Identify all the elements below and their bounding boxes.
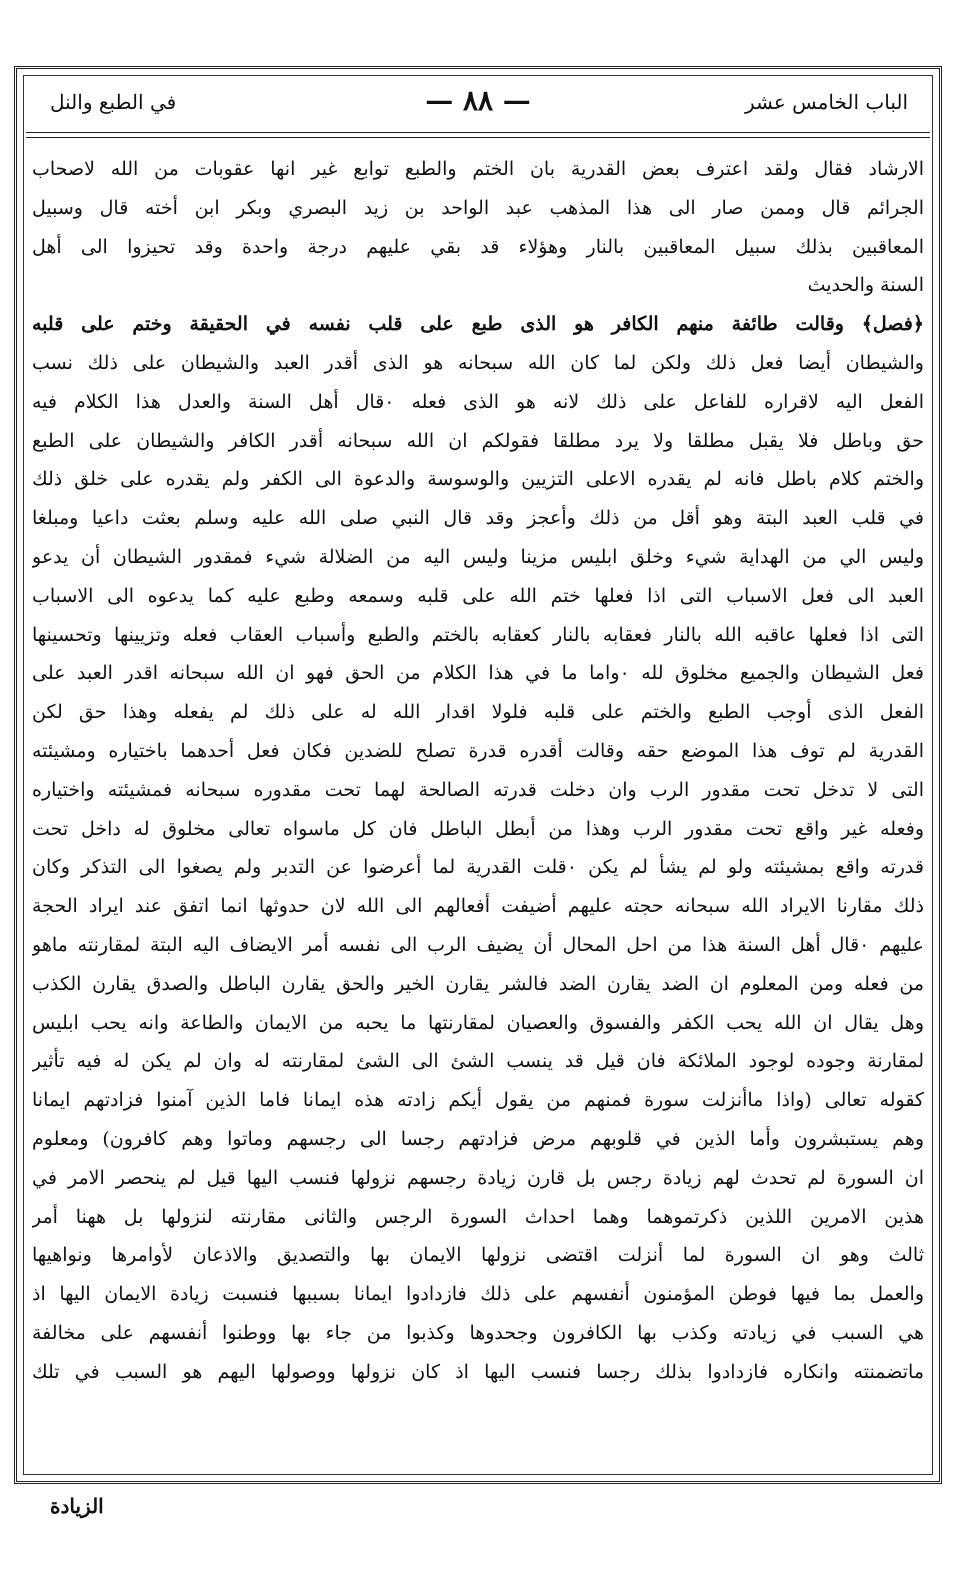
- page-number: — ٨٨ —: [425, 84, 531, 117]
- text-line: والشيطان أيضا فعل ذلك ولكن لما كان الله سبحانه هو الذى أقدر العبد والشيطان على ذلك نسب: [32, 351, 924, 374]
- text-line: وهم يستبشرون وأما الذين في قلوبهم مرض فزادتهم رجسا الى رجسهم وماتوا وهم كافرون) ومعلوم: [32, 1127, 924, 1150]
- text-line: كقوله تعالى (واذا ماأنزلت سورة فمنهم من يقول أيكم زادته هذه ايمانا فاما الذين آمنوا فزادتهم ايمانا: [32, 1089, 924, 1112]
- text-line: وليس الي من الهداية شيء وخلق ابليس مزينا وليس اليه من الضلالة شيء فمقدور الشيطان أن يدعو: [32, 545, 924, 568]
- body-text: [32, 150, 924, 1392]
- text-line: المعاقبين بذلك سبيل المعاقبين بالنار وهؤلاء قد بقي عليهم درجة واحدة وقد تحيزوا الى أهل: [32, 235, 924, 258]
- chapter-title: الباب الخامس عشر: [745, 90, 908, 114]
- catchword: الزيادة: [50, 1494, 104, 1518]
- header-rule-bottom: [26, 137, 930, 138]
- text-line: من فعله ومن المعلوم ان الضد يقارن الضد فالشر يقارن الخير والحق يقارن الباطل والصدق يقارن الكذب: [32, 972, 924, 995]
- text-line: التى لا تدخل تحت مقدور الرب وان دخلت قدرته الصالحة لهما تحت مقدوره سبحانه فمشيئته واختياره: [32, 778, 924, 801]
- text-line: ثالث وهو ان السورة لما أنزلت اقتضى نزولها الايمان بها والتصديق والاذعان لأوامرها ونواهيها: [32, 1244, 924, 1267]
- text-line: هي السبب في زيادته وكذب بها الكافرون وجحدوها وكذبوا من جاء بها ووطنوا أنفسهم على مخالفة: [32, 1321, 924, 1344]
- text-line: ﴿فصل﴾ وقالت طائفة منهم الكافر هو الذى طبع على قلب نفسه في الحقيقة وختم على قلبه: [32, 313, 924, 336]
- header-rule-top: [26, 132, 930, 133]
- text-line: عليهم ٠قال أهل السنة هذا من احل المحال أن يضيف الرب الى نفسه أمر الايضاف اليه البتة لمقارنته ماهو: [32, 933, 924, 956]
- text-line: والعمل بما فيها فوطن المؤمنون أنفسهم على ذلك فازدادوا ايمانا بسببها فنسبت زيادة الايمان اليها اذ: [32, 1283, 924, 1306]
- text-line: فعل الشيطان والجميع مخلوق لله ٠واما ما في هذا الكلام من الحق فهو ان الله سبحانه اقدر العبد على: [32, 662, 924, 685]
- text-line: العبد الى فعل الاسباب التى اذا فعلها ختم الله على قلبه وسمعه وطبع عليه كما يدعوه الى الاسباب: [32, 584, 924, 607]
- text-line: القدرية لم توف هذا الموضع حقه وقالت أقدره قدرة تصلح للضدين فكان فعل أحدهما باختياره ومشيئته: [32, 739, 924, 762]
- text-line: والختم كلام باطل فانه لم يقدره الاعلى التزيين والوسوسة والدعوة الى الكفر ولم يقدره على خلق ذلك: [32, 468, 924, 491]
- text-line: هذين الامرين اللذين ذكرتموهما وهما احداث السورة الرجس والثانى مقارنته لنزولها بل ههنا أمر: [32, 1205, 924, 1228]
- text-line: في قلب العبد البتة وهو أقل من ذلك وأعجز وقد قال النبي صلى الله عليه وسلم بعثت داعيا ومبلغا: [32, 507, 924, 530]
- text-line: ماتضمنته وانكاره فازدادوا بذلك رجسا فنسب اليها اذ كان نزولها ووصولها اليهم هو السبب في تلك: [32, 1360, 924, 1383]
- text-line: الجرائم قال وممن صار الى هذا المذهب عبد الواحد بن زيد البصري وبكر ابن أخته قال وسبيل: [32, 196, 924, 219]
- text-line: ذلك مقارنا الايراد الله سبحانه حجته عليهم أضيفت أفعالهم الى الله لان حدوثها انما اتفق عند ايراد الحجة: [32, 895, 924, 918]
- section-title: في الطبع والنل: [50, 90, 177, 114]
- text-line: الارشاد فقال ولقد اعترف بعض القدرية بان الختم والطبع توابع غير انها عقوبات من الله لاصحاب: [32, 158, 924, 180]
- text-line: وهل يقال ان الله يحب الكفر والفسوق والعصيان لمقارنتها ما يحبه من الايمان والطاعة وانه يحب ابليس: [32, 1011, 924, 1034]
- text-line: الفعل الذى أوجب الطبع والختم على قلبه فلولا اقدار الله له على ذلك لم يفعله وهذا حق لكن: [32, 701, 924, 724]
- text-line: السنة والحديث: [807, 274, 924, 297]
- text-line: وفعله غير واقع تحت مقدور الرب وهذا من أبطل الباطل فان كل ماسواه تعالى مخلوق له داخل تحت: [32, 817, 924, 840]
- text-line: لمقارنة وجوده لوجود الملائكة فان قيل قد ينسب الشئ الى الشئ لمقارنته له وان لم يكن له فيه تأثير: [32, 1050, 924, 1073]
- text-line: ان السورة لم تحدث لهم زيادة رجس بل قارن زيادة رجسهم نزولها فنسب اليها قيل لم ينحصر الامر في: [32, 1166, 924, 1189]
- running-header: [22, 80, 934, 132]
- text-line: حق وباطل فلا يقبل مطلقا ولا يرد مطلقا فقولكم ان الله سبحانه أقدر الكافر والشيطان على الطبع: [32, 429, 924, 452]
- text-line: التى اذا فعلها عاقبه الله بالنار فعقابه بالنار كعقابه بالختم والطبع وأسباب العقاب فعله وتزيينها وتحسينها: [32, 623, 924, 646]
- text-line: الفعل اليه لاقراره للفاعل على ذلك لانه هو الذى فعله ٠قال أهل السنة والعدل هذا الكلام فيه: [32, 390, 924, 413]
- text-line: قدرته واقع بمشيئته ولو لم يشأ لم يكن ٠قلت القدرية لما أعرضوا عن التدبر ولم يصغوا الى التذكر وكان: [32, 856, 924, 879]
